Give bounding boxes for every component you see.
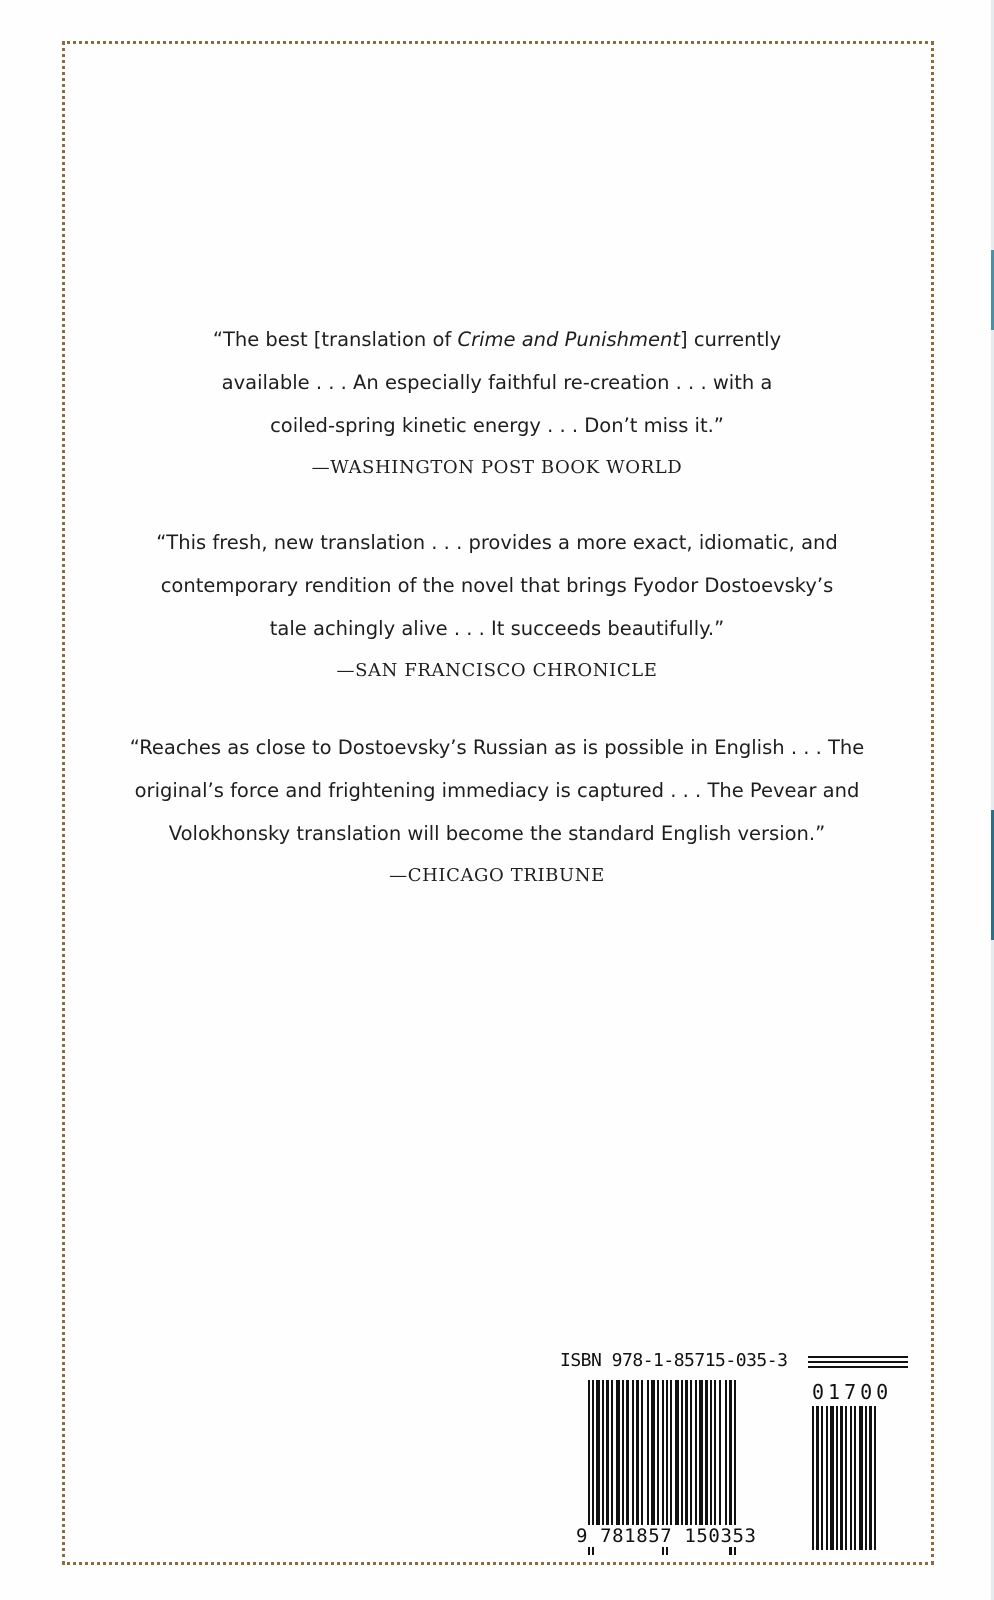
isbn-label: ISBN 978-1-85715-035-3 [560,1350,788,1371]
quote-line: original’s force and frightening immediacy is captured . . . The Pevear and [134,779,860,802]
book-title-italic: Crime and Punishment [457,328,681,351]
quote-line: available . . . An especially faithful re-creation . . . with a [221,371,773,394]
quote-line: contemporary rendition of the novel that brings Fyodor Dostoevsky’s [160,574,834,597]
quote-line [120,318,874,361]
review-quote-chicago-tribune [120,726,874,897]
quote-text: ] currently [680,328,782,351]
price-addon-barcode [812,1406,908,1550]
quote-line: coiled-spring kinetic energy . . . Don’t miss it.” [270,414,724,437]
review-quote-washington-post [120,318,874,489]
quote-source: —WASHINGTON POST BOOK WORLD [311,457,683,478]
quote-source: —CHICAGO TRIBUNE [389,865,605,886]
quote-source: —SAN FRANCISCO CHRONICLE [336,660,658,681]
quote-line: “Reaches as close to Dostoevsky’s Russian as is possible in English . . . The [129,736,865,759]
price-code: 01700 [812,1380,893,1404]
quote-line: “This fresh, new translation . . . provides a more exact, idiomatic, and [156,531,838,554]
quote-line: Volokhonsky translation will become the standard English version.” [168,822,826,845]
barcode-digits: 9 781857 150353 [576,1525,757,1547]
review-quote-san-francisco-chronicle [120,521,874,692]
quote-line: tale achingly alive . . . It succeeds beautifully.” [269,617,725,640]
quote-text: “The best [translation of [212,328,458,351]
isbn-rule-lines [808,1356,908,1372]
